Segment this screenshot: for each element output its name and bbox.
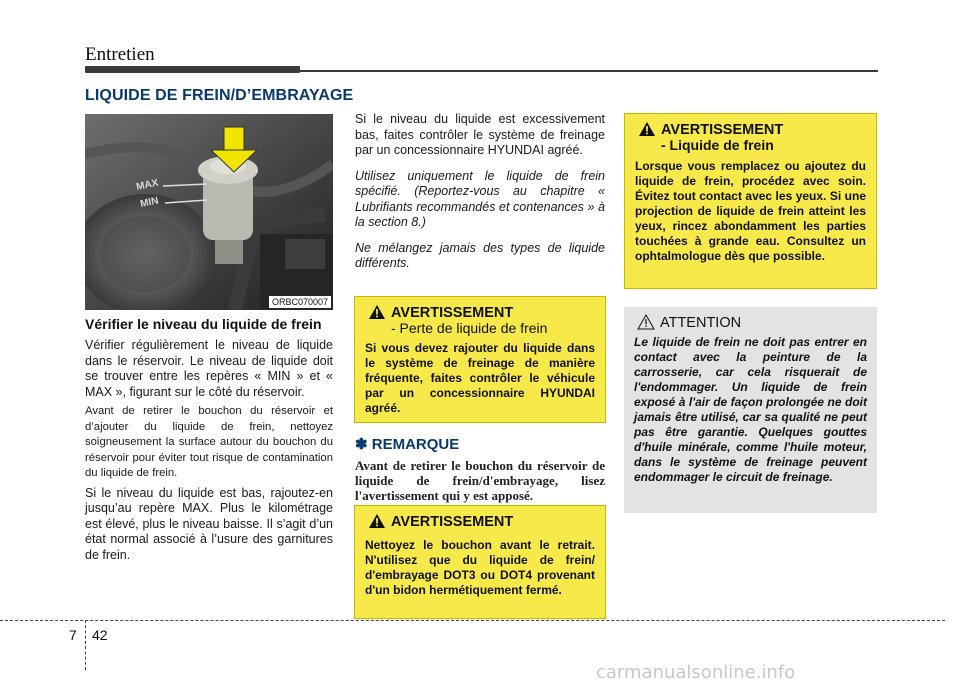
column-left xyxy=(85,316,333,567)
watermark: carmanualsonline.info xyxy=(596,662,796,683)
engine-bay-photo xyxy=(85,114,333,310)
chapter-number: 7 xyxy=(69,627,77,643)
caution-triangle-icon xyxy=(637,314,655,330)
chapter-title: Entretien xyxy=(85,44,155,65)
warning-title: AVERTISSEMENT xyxy=(661,122,784,138)
warning-body: Lorsque vous remplacez ou ajoutez du liquide de frein, procédez avec soin. Évitez tout contact avec les yeux. Si une projection de liquide de frein atteint les yeux, rincez abondamment les parties touchées à grande eau. Consultez un ophtalmologue dès que possible. xyxy=(635,159,866,263)
header-rule-thick xyxy=(85,66,300,73)
attention-title: ATTENTION xyxy=(660,315,742,331)
paragraph: Si le niveau du liquide est bas, rajoutez-en jusqu’au repère MAX. Plus le kilométrage est élevé, plus le niveau baisse. Il s’agit d’un état normal associé à l’usure des garnitures de frein. xyxy=(85,485,333,562)
remark-title: ✽ REMARQUE xyxy=(355,436,460,453)
remark-section xyxy=(355,435,605,503)
remark-body: Avant de retirer le bouchon du réservoir de liquide de frein/d'embrayage, lisez l'avertissement qui y est apposé. xyxy=(355,458,605,503)
paragraph: Vérifier régulièrement le niveau de liquide dans le réservoir. Le niveau de liquide doit se trouver entre les repères « MIN » et « MAX », figurant sur le côté du réservoir. xyxy=(85,338,333,399)
warning-title: AVERTISSEMENT xyxy=(391,305,514,321)
attention-box xyxy=(624,307,877,513)
warning-body: Si vous devez rajouter du liquide dans le système de freinage de manière fréquente, faites contrôler le véhicule par un concessionnaire HYUNDAI agréé. xyxy=(365,341,595,415)
warning-triangle-icon xyxy=(368,304,386,320)
footer-dashed-divider xyxy=(85,620,86,670)
warning-subtitle: - Perte de liquide de frein xyxy=(391,320,548,336)
warning-box-cap xyxy=(354,505,606,619)
paragraph: Avant de retirer le bouchon du réservoir et d’ajouter du liquide de frein, nettoyez soigneusement la surface autour du bouchon du réservoir pour éviter tout risque de contamination du liquide de frein. xyxy=(85,405,333,479)
footer-dashed-rule xyxy=(0,620,945,621)
warning-box-brake-fluid xyxy=(624,113,877,289)
column-middle xyxy=(355,112,605,282)
paragraph: Si le niveau du liquide est excessivement bas, faites contrôler le système de freinage par un concessionnaire HYUNDAI agréé. xyxy=(355,112,605,157)
subsection-heading: Vérifier le niveau du liquide de frein xyxy=(85,316,322,332)
photo-code: ORBC070007 xyxy=(269,296,331,308)
warning-body: Nettoyez le bouchon avant le retrait. N'utilisez que du liquide de frein/ d'embrayage DOT3 ou DOT4 provenant d'un bidon hermétiquement fermé. xyxy=(365,538,595,597)
paragraph: Ne mélangez jamais des types de liquide différents. xyxy=(355,240,605,270)
header-rule-thin xyxy=(300,70,878,72)
max-label: MAX xyxy=(135,177,160,193)
paragraph: Utilisez uniquement le liquide de frein spécifié. (Reportez-vous au chapitre « Lubrifiants recommandés et contenances » à la section 8.) xyxy=(355,168,605,229)
section-title: LIQUIDE DE FREIN/D’EMBRAYAGE xyxy=(85,87,354,104)
warning-subtitle: - Liquide de frein xyxy=(661,137,774,153)
engine-bay-illustration xyxy=(85,114,333,310)
attention-body: Le liquide de frein ne doit pas entrer en contact avec la peinture de la carrosserie, car cela risquerait de l'endommager. Un liquide de frein exposé à l'air de façon prolongée ne doit jamais être utilisé, car sa qualité ne peut pas être garantie. Quelques gouttes d'huile minérale, comme l'huile moteur, dans le système de freinage peuvent endommager le circuit de freinage. xyxy=(634,335,867,484)
min-label: MIN xyxy=(139,195,160,210)
page-number: 42 xyxy=(92,627,108,643)
warning-box-fluid-loss xyxy=(354,296,606,423)
warning-triangle-icon xyxy=(368,513,386,529)
warning-triangle-icon xyxy=(638,121,656,137)
warning-title: AVERTISSEMENT xyxy=(391,514,514,530)
